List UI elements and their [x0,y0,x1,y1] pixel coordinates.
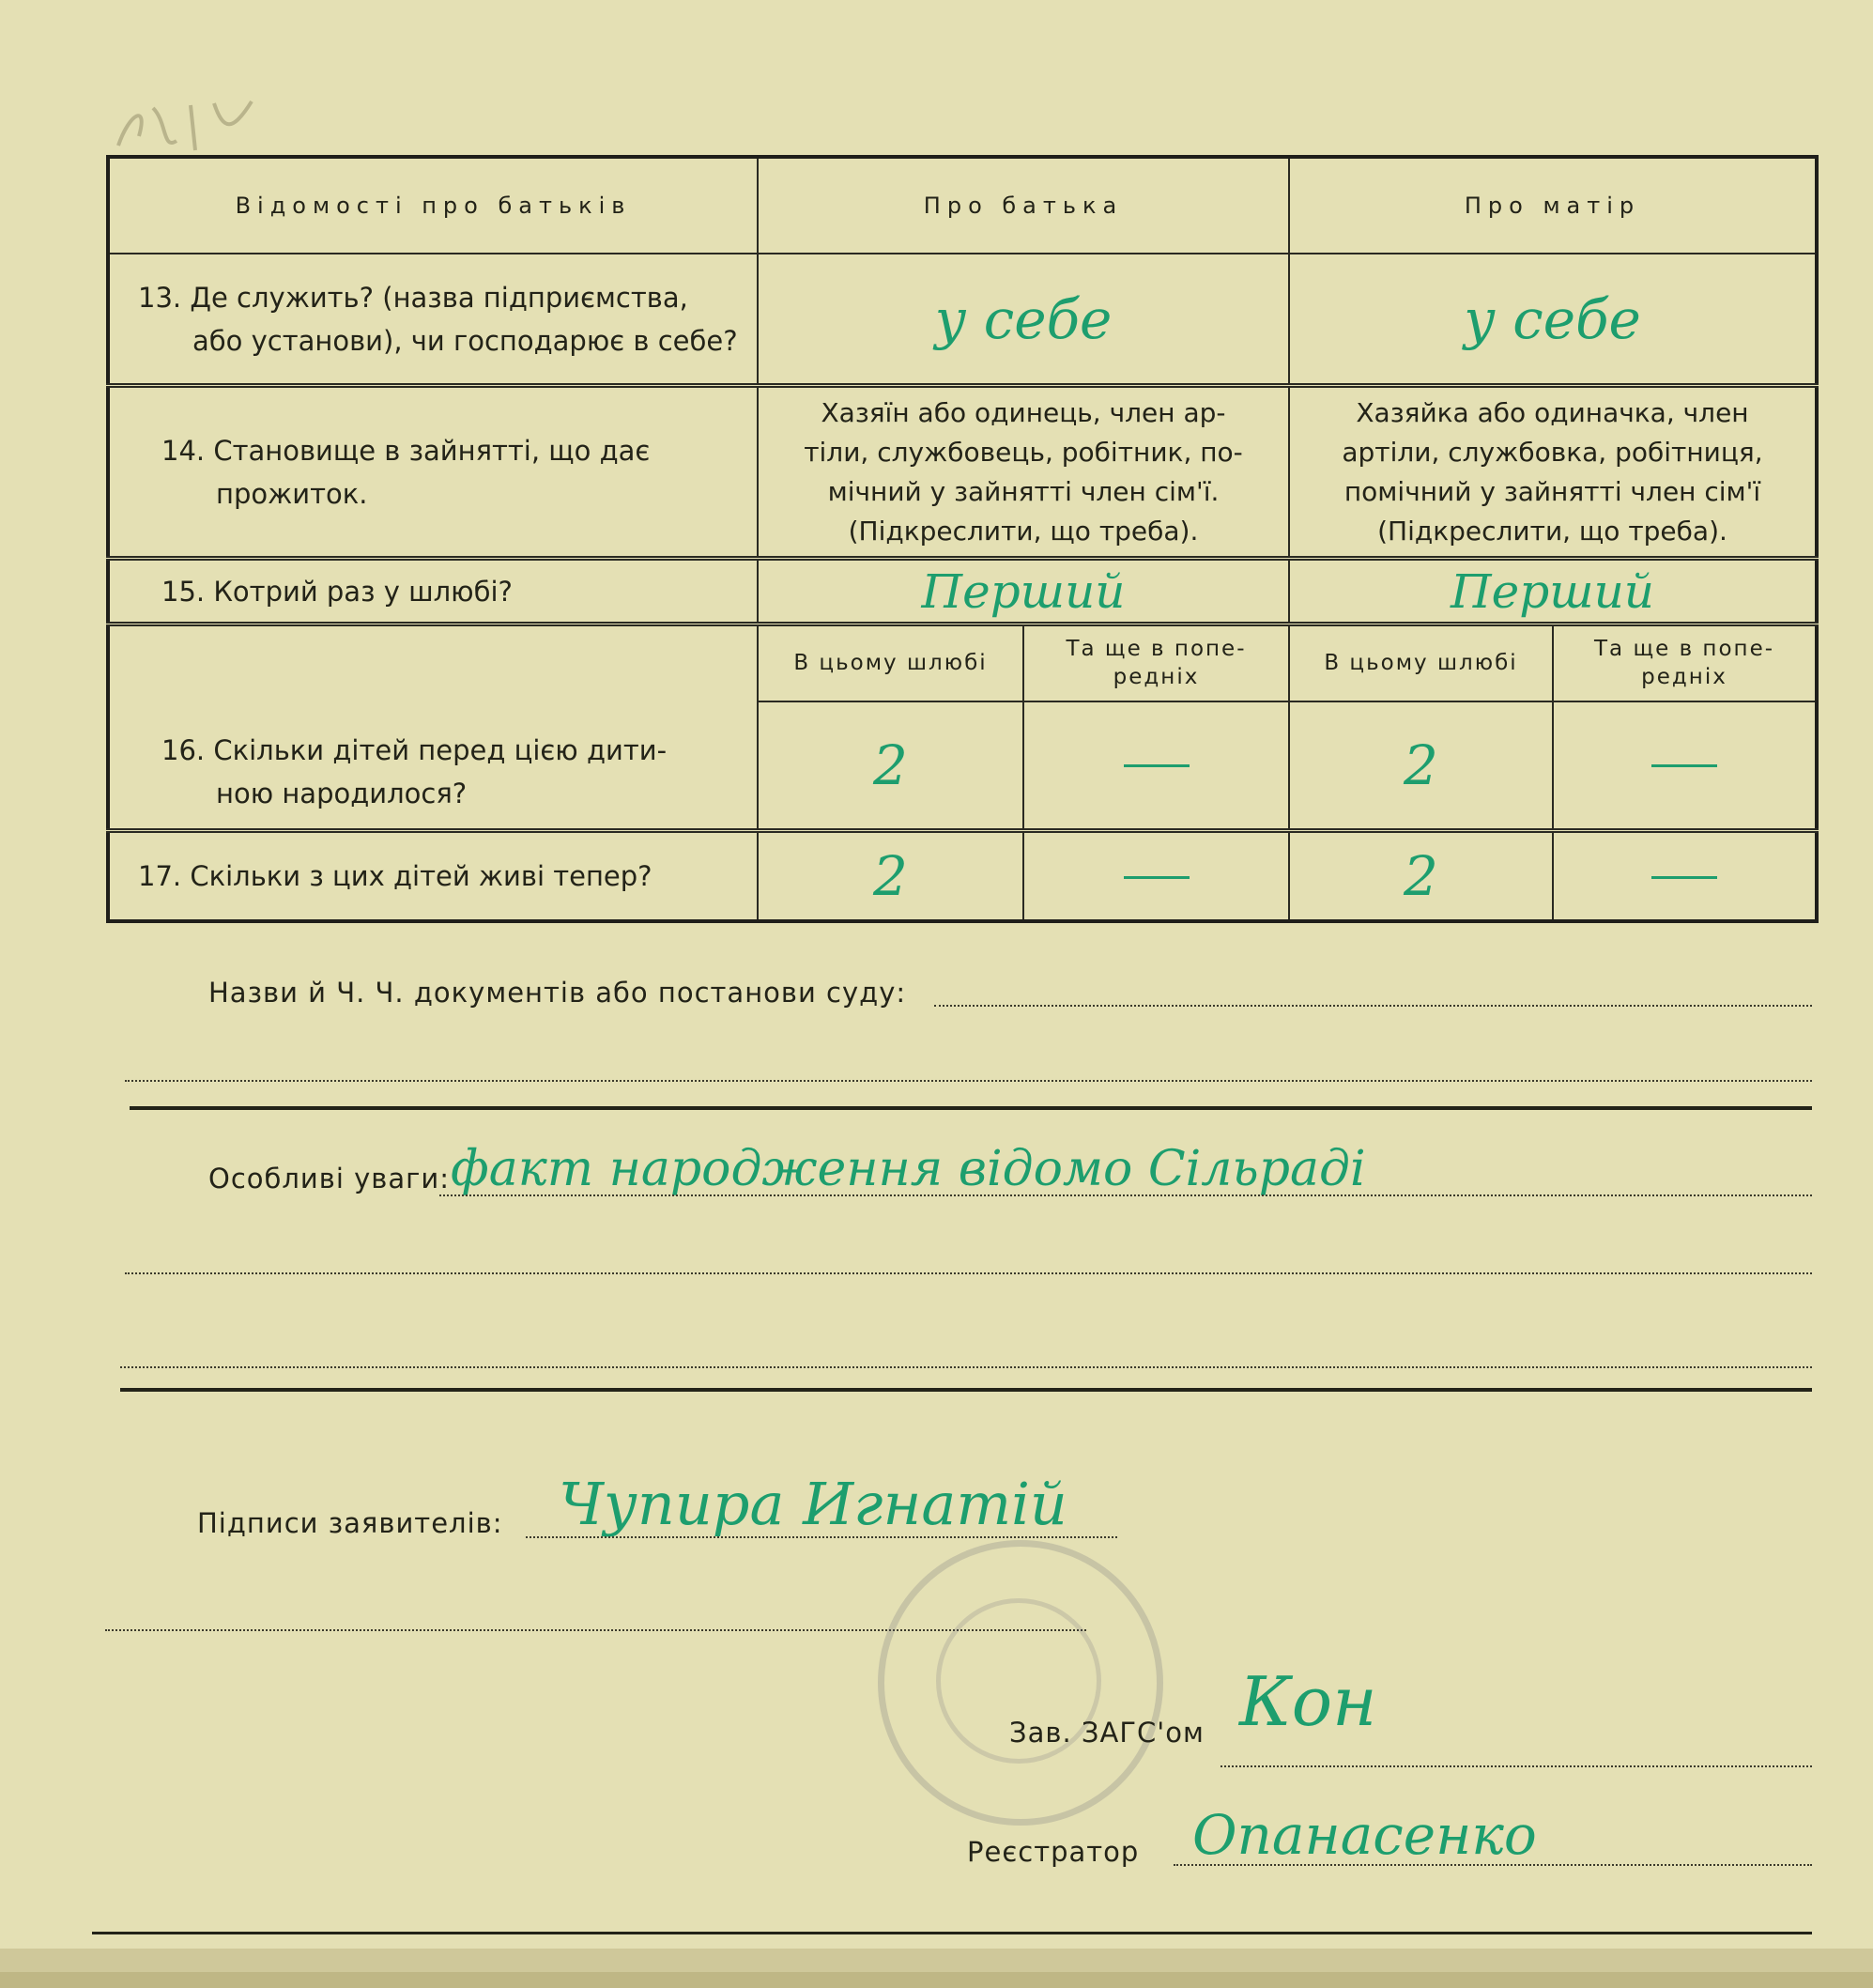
subheader-mother-current: В цьому шлюбі [1289,624,1553,701]
remarks-dotted-line-3 [120,1366,1812,1368]
remarks-label: Особливі уваги: [208,1163,451,1194]
head-label: Зав. ЗАГС'ом [1009,1717,1205,1749]
q17-mother-previous [1553,831,1817,921]
q15-father-answer: Перший [758,559,1289,624]
dash-mark [1124,876,1190,879]
row-subheaders [108,624,1817,701]
registrar-signature: Опанасенко [1192,1803,1537,1867]
subheader-father-previous: Та ще в попе- редніх [1023,624,1289,701]
header-mother: Про матір [1289,157,1817,254]
row-q17 [108,831,1817,921]
section-rule-2 [120,1388,1812,1392]
signatures-label: Підписи заявителів: [197,1507,503,1539]
q16-mother-current: 2 [1289,701,1553,831]
remarks-handwritten: факт народження відомо Сільраді [451,1141,1366,1197]
applicant-signature: Чупира Игнатій [559,1470,1067,1538]
dash-mark [1651,876,1717,879]
parents-info-table [106,155,1819,923]
dash-mark [1124,764,1190,767]
registrar-label: Реєстратор [967,1836,1140,1868]
remarks-dotted-line-2 [125,1272,1812,1274]
documents-label: Назви й Ч. Ч. документів або постанови суду: [208,977,907,1009]
q17-father-current: 2 [758,831,1023,921]
q13-question: 13. Де служить? (назва підприємства, або установи), чи господарює в себе? [108,254,758,385]
section-rule-1 [130,1106,1812,1110]
folio-number-mark [111,94,261,160]
head-signature: Кон [1239,1662,1377,1741]
remarks-dotted-line [439,1194,1812,1196]
subheader-mother-previous: Та ще в попе- редніх [1553,624,1817,701]
q14-question: 14. Становище в зайнятті, що дає прожиток. [108,386,758,559]
q17-mother-current: 2 [1289,831,1553,921]
row-q14 [108,386,1817,559]
q16-father-previous [1023,701,1289,831]
bottom-rule [92,1932,1812,1934]
row-q13 [108,254,1817,385]
q15-question: 15. Котрий раз у шлюбі? [108,559,758,624]
q17-question: 17. Скільки з цих дітей живі тепер? [108,831,758,921]
official-stamp [878,1540,1163,1826]
q15-mother-answer: Перший [1289,559,1817,624]
subheader-father-current: В цьому шлюбі [758,624,1023,701]
documents-dotted-line-2 [125,1080,1812,1082]
q13-father-answer: у себе [758,254,1289,385]
q14-father-options: Хазяїн або одинець, член ар- тіли, службовець, робітник, по- мічний у зайнятті член сім'ї. (Підкреслити, що треба). [758,386,1289,559]
q17-father-previous [1023,831,1289,921]
q16-mother-previous [1553,701,1817,831]
documents-dotted-line [934,1005,1812,1007]
table-header-row [108,157,1817,254]
q16-question: 16. Скільки дітей перед цією дити- ною народилося? [108,624,758,831]
q13-mother-answer: у себе [1289,254,1817,385]
row-q15 [108,559,1817,624]
registrar-dotted-line [1174,1864,1812,1866]
q14-mother-options: Хазяйка або одиначка, член артіли, службовка, робітниця, помічний у зайнятті член сім'ї (Підкреслити, що треба). [1289,386,1817,559]
dash-mark [1651,764,1717,767]
header-parents-info: Відомості про батьків [108,157,758,254]
signatures-dotted-line [526,1536,1117,1538]
header-father: Про батька [758,157,1289,254]
head-dotted-line [1221,1765,1812,1767]
page-bottom-edge-shadow [0,1972,1873,1988]
q16-father-current: 2 [758,701,1023,831]
